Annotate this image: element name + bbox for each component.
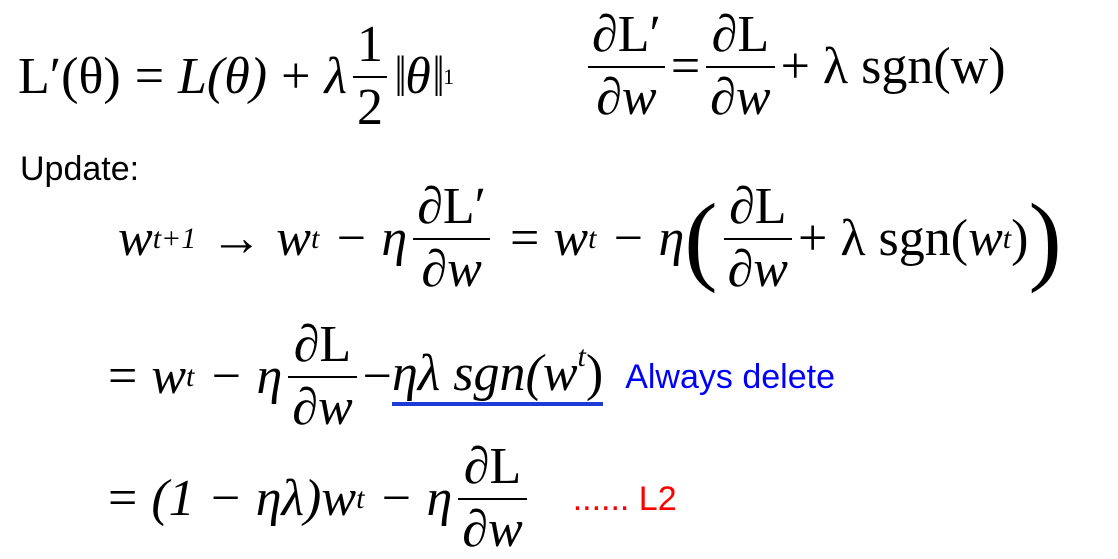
update3-numerator: ∂L [463, 438, 522, 495]
update-line-3: = (1 − ηλ) w t − η $\frac{\partial L}{\partial w}$ ...... L2 [108, 438, 677, 558]
fraction-bar [353, 76, 387, 78]
gradient-tail: + λ sgn(w) [780, 37, 1006, 95]
half-denominator: 2 [356, 78, 383, 136]
update-line-1: w t+1 → w t − η $\frac{\partial L'}{\partial w}$ = w t − η ( $\frac{\partial L}{\partial w}$ + λ sgn( w t ) ) [118, 178, 1062, 298]
update2-numerator: ∂L [293, 316, 352, 373]
fraction-bar [413, 238, 490, 240]
fraction-bar [458, 498, 526, 500]
update1-denominator: ∂w [421, 240, 482, 298]
gradient-formula [582, 8, 1006, 125]
update1-inner-numerator: ∂L [729, 178, 787, 235]
norm-argument: θ [405, 47, 431, 105]
update2-fraction [288, 318, 356, 435]
weight-current-u: w [542, 344, 578, 402]
l2-annotation: ...... L2 [572, 479, 677, 518]
minus-sign: − [362, 347, 392, 405]
regularized-loss-lhs: L′(θ) [18, 47, 121, 105]
lambda-symbol: λ [324, 47, 347, 105]
underlined-paren-close: ) [585, 344, 604, 402]
weight-current-u-superscript: t [577, 339, 586, 373]
minus-eta: − η [378, 469, 453, 527]
minus-eta-2: − η [610, 209, 685, 267]
minus-eta: − η [208, 347, 283, 405]
minus-eta: − η [333, 209, 408, 267]
weight-current: w [321, 469, 357, 527]
update1-inner-denominator: ∂w [727, 240, 788, 298]
equals-sign: = [108, 347, 138, 405]
update2-denominator: ∂w [292, 378, 353, 436]
always-delete-annotation: Always delete [625, 357, 835, 396]
fraction-bar [706, 66, 774, 68]
weight-current: w [151, 347, 187, 405]
fraction-bar [288, 376, 356, 378]
gradient-lhs-fraction [588, 8, 665, 125]
update1-fraction [413, 180, 490, 297]
weight-current-3: w [968, 209, 1003, 267]
update1-inner-fraction [724, 180, 792, 297]
gradient-rhs-fraction [706, 8, 774, 125]
fraction-bar [724, 238, 792, 240]
update-line-2: = w t − η $\frac{\partial L}{\partial w}$ − ηλ $sgn(w^t)$ Always delete [108, 316, 835, 436]
update3-fraction [458, 440, 526, 557]
gradient-rhs-denominator: ∂w [710, 68, 771, 126]
arrow-symbol: → [210, 209, 263, 267]
gradient-lhs-numerator: ∂L′ [592, 6, 661, 63]
weight-current: w [276, 209, 311, 267]
equals-sign: = [108, 469, 138, 527]
original-loss: L(θ) [178, 47, 268, 105]
gradient-rhs-numerator: ∂L [711, 6, 770, 63]
update1-numerator: ∂L′ [417, 178, 487, 235]
always-delete-term [391, 339, 604, 406]
inner-paren-close: ) [1011, 209, 1029, 267]
big-paren-close: ) [1028, 182, 1062, 294]
plus-sign: + [281, 47, 311, 105]
update-label: Update: [20, 150, 140, 188]
equals-sign: = [134, 47, 165, 105]
eta-lambda-sgn: ηλ sgn( [391, 344, 543, 402]
big-paren-open: ( [684, 182, 718, 294]
equals-sign: = [510, 209, 540, 267]
fraction-bar [588, 66, 665, 68]
half-fraction [353, 18, 387, 135]
norm-left-bars: ‖ [394, 43, 404, 109]
gradient-lhs-denominator: ∂w [596, 68, 657, 126]
norm-right-bars: ‖ [432, 43, 442, 109]
plus-lambda-sgn: + λ sgn( [798, 209, 969, 267]
update3-denominator: ∂w [462, 500, 523, 558]
decay-factor: (1 − ηλ) [151, 469, 322, 527]
equals-sign: = [670, 37, 701, 95]
half-numerator: 1 [356, 16, 383, 73]
weight-current-2: w [553, 209, 589, 267]
regularized-loss-formula: L′(θ) = L(θ) + λ $\frac{1}{2}$ ‖ θ ‖ 1 [18, 16, 455, 136]
weight-next: w [118, 209, 153, 267]
